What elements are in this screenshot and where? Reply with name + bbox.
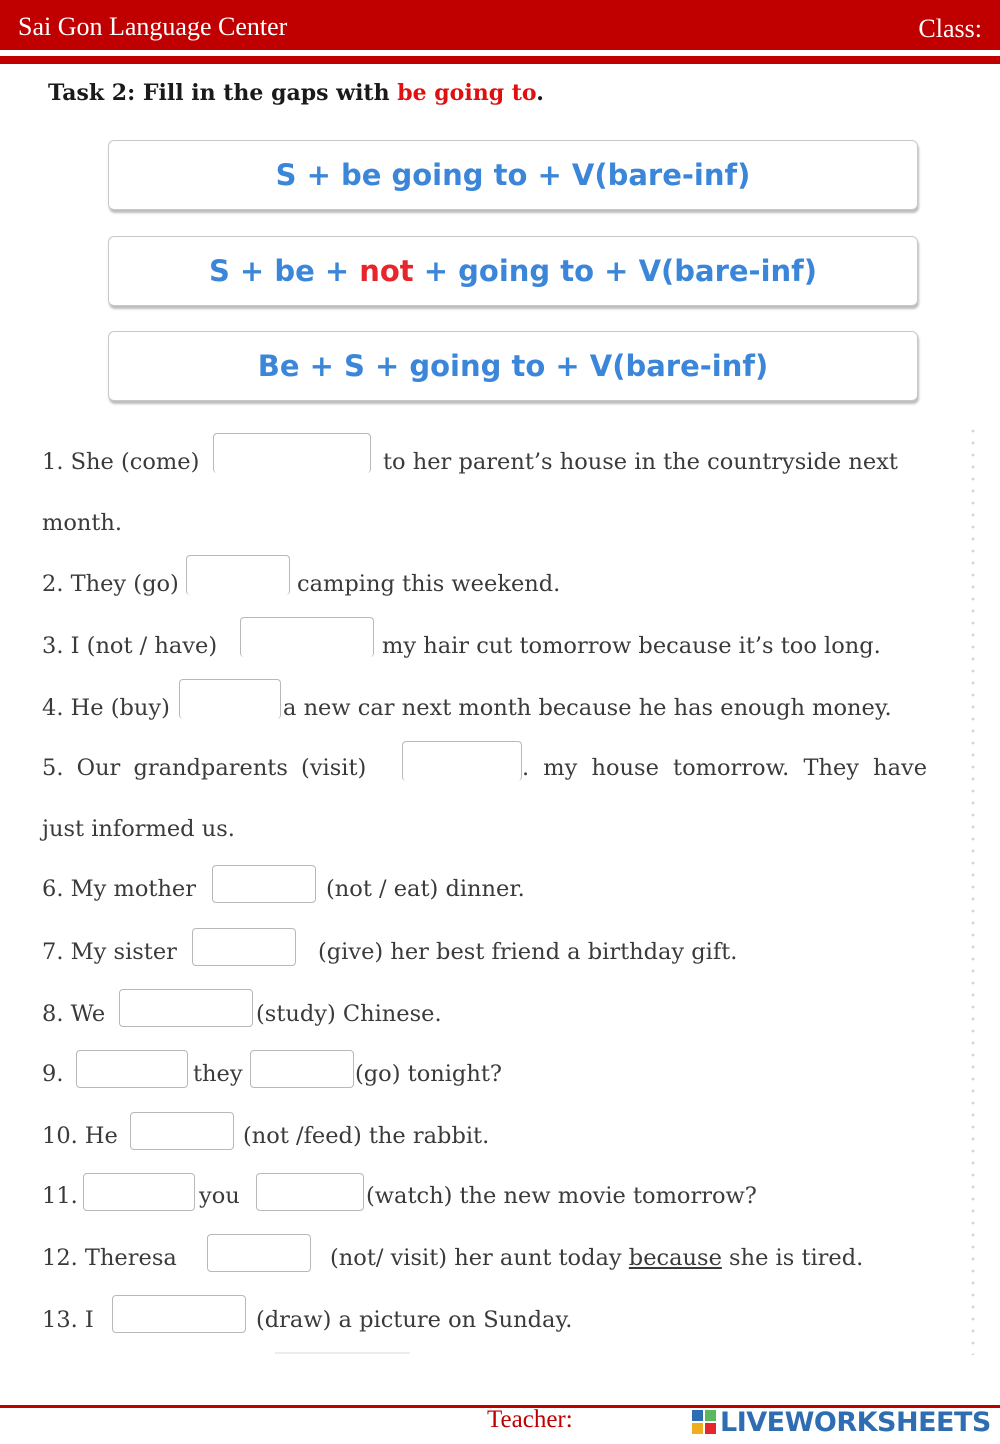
q5-continuation: just informed us. [42,816,235,842]
q4-prompt: 4. He (buy) [42,695,170,721]
header-bar [0,0,1000,50]
q6-rest: (not / eat) dinner. [326,876,525,902]
q2-rest: camping this weekend. [297,571,561,597]
q9-number: 9. [42,1061,64,1087]
teacher-label: Teacher: [487,1406,573,1433]
liveworksheets-wordmark: LIVEWORKSHEETS [720,1406,991,1438]
q11-answer-box-2[interactable] [256,1173,364,1211]
q1-rest: to her parent’s house in the countryside next [383,449,898,475]
q1-continuation: month. [42,510,123,536]
formula-negative-not: not [359,254,414,288]
q12-answer-box[interactable] [207,1234,311,1272]
q10-prompt: 10. He [42,1123,118,1149]
q7-answer-box[interactable] [192,928,296,966]
school-name: Sai Gon Language Center [18,12,288,41]
q13-answer-box[interactable] [112,1295,246,1333]
q11-rest: (watch) the new movie tomorrow? [366,1183,757,1209]
q6-answer-box[interactable] [212,865,316,903]
q5-answer-box[interactable] [402,741,522,781]
task-title-text: Task 2: Fill in the gaps with [48,80,398,106]
q2-prompt: 2. They (go) [42,571,179,597]
q7-prompt: 7. My sister [42,939,177,965]
liveworksheets-logo [692,1404,991,1440]
q8-prompt: 8. We [42,1001,106,1027]
q9-answer-box-2[interactable] [250,1050,354,1088]
liveworksheets-icon [692,1410,716,1434]
q9-subject: they [193,1061,243,1087]
q1-answer-box[interactable] [213,433,371,473]
header-divider [0,56,1000,64]
q6-prompt: 6. My mother [42,876,197,902]
q9-rest: (go) tonight? [355,1061,502,1087]
q12-underlined-word: because [628,1245,722,1271]
q11-number: 11. [42,1183,78,1209]
q10-rest: (not /feed) the rabbit. [243,1123,490,1149]
task-title [48,80,544,106]
formula-negative [108,236,918,306]
class-label: Class: [918,14,982,43]
q9-answer-box-1[interactable] [76,1050,188,1088]
q11-answer-box-1[interactable] [83,1173,195,1211]
q12-rest [330,1245,863,1271]
formula-affirmative: S + be going to + V(bare-inf) [108,140,918,210]
q3-rest: my hair cut tomorrow because it’s too long. [382,633,881,659]
q3-prompt: 3. I (not / have) [42,633,218,659]
q4-answer-box[interactable] [179,679,281,719]
q1-prompt: 1. She (come) [42,449,200,475]
dotted-margin-decoration [966,425,980,1355]
q5-prompt: 5. Our grandparents (visit) [42,755,367,781]
task-title-highlight: be going to [397,80,537,106]
q8-answer-box[interactable] [119,989,253,1027]
q8-rest: (study) Chinese. [256,1001,442,1027]
task-title-period: . [536,80,544,106]
q10-answer-box[interactable] [130,1112,234,1150]
formula-question: Be + S + going to + V(bare-inf) [108,331,918,401]
q7-rest: (give) her best friend a birthday gift. [318,939,738,965]
q12-rest-start: (not/ visit) her aunt today [330,1245,629,1271]
q12-rest-end: she is tired. [721,1245,864,1271]
q13-rest: (draw) a picture on Sunday. [256,1307,573,1333]
faint-mark [275,1352,410,1354]
formula-negative-start: S + be + [208,254,360,288]
q3-answer-box[interactable] [240,617,374,657]
formula-negative-end: + going to + V(bare-inf) [413,254,818,288]
q12-prompt: 12. Theresa [42,1245,177,1271]
q4-rest: a new car next month because he has enough money. [283,695,892,721]
q2-answer-box[interactable] [186,555,290,595]
q13-prompt: 13. I [42,1307,94,1333]
q5-rest: . my house tomorrow. They have [522,755,928,781]
q11-subject: you [199,1183,240,1209]
